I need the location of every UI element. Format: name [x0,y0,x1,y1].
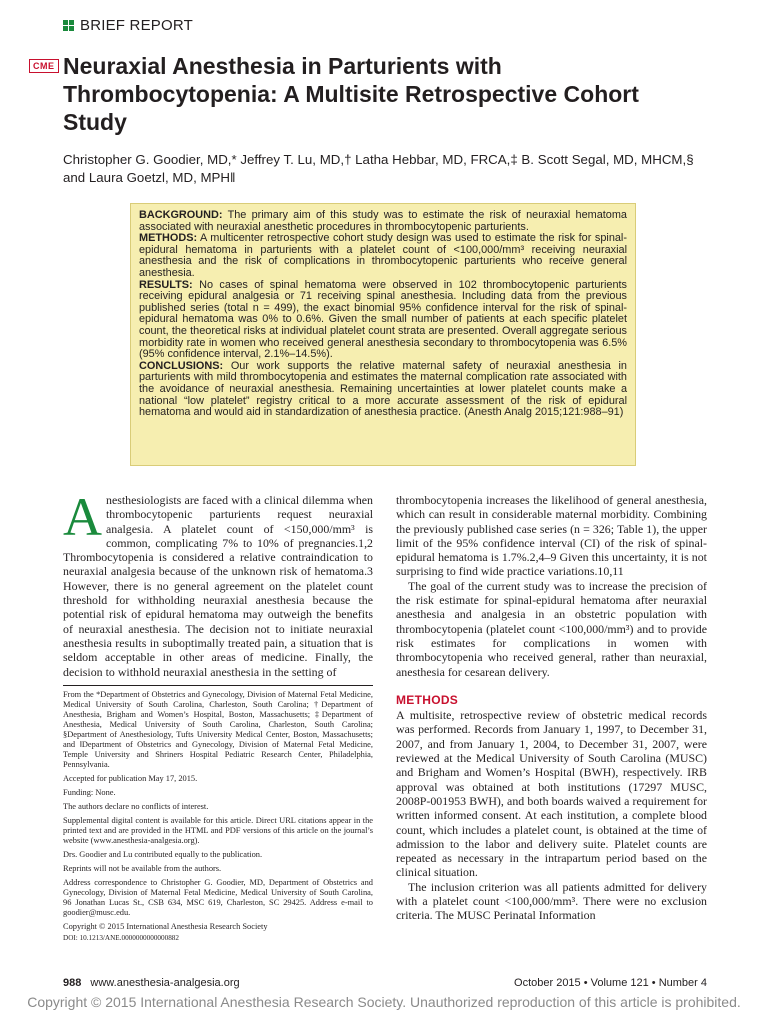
intro-paragraph-1-text: nesthesiologists are faced with a clinical dilemma when thrombocytopenic parturients request neuraxial analgesia. A platelet count of <150,000/mm³ is common, complicating 7% to 10% of pregnancies.1,2 Thrombocytopenia is considered a relative contraindication to neuraxial analgesia because of the unknown risk of hematoma.3 However, there is no general agreement on the platelet count threshold for withholding neuraxial anesthesia because the potential risk of epidural hematoma may outweigh the benefits of neuraxial anesthesia. The decision not to initiate neuraxial anesthesia results in suboptimally treated pain, a situation that is seldom acceptable in other areas of medicine. Finally, the decision to withhold neuraxial anesthesia in the setting of [63,493,373,679]
methods-heading: METHODS [396,692,459,707]
intro-paragraph-1 [63,487,373,679]
footnote-copyright: Copyright © 2015 International Anesthesia Research Society [63,922,268,931]
author-list: Christopher G. Goodier, MD,* Jeffrey T. Lu, MD,† Latha Hebbar, MD, FRCA,‡ B. Scott Segal, MD, MHCM,§ and Laura Goetzl, MD, MPH‖ [63,152,694,185]
intro-paragraph-2: The goal of the current study was to increase the precision of the risk estimate for spinal-epidural hematoma after neuraxial anesthesia and analgesia in an obstetric population with thrombocytopenia (platelet count <100,000/mm³) and to provide risk estimates for complications in women with thrombocytopenia who received general, rather than neuraxial, anesthesia for cesarean delivery. [396,578,707,679]
footnote-affiliations: From the *Department of Obstetrics and Gynecology, Division of Maternal Fetal Medicine, Medical University of South Carolina, Charleston, South Carolina; †Department of Anesthesia, Brigham and Women’s Hospital, Boston, Massachusetts; ‡Department of Anesthesia, Medical University of South Carolina, Charleston, South Carolina; §Department of Anesthesiology, Tufts University Medical Center, Boston, Massachusetts; and ‖Department of Obstetrics and Gynecology, Division of Maternal Fetal Medicine, Temple University and Shriners Hospital Pediatric Research Center, Philadelphia, Pennsylvania. [63,690,373,769]
abstract-results-label: RESULTS: [139,278,193,291]
issue-info: October 2015 • Volume 121 • Number 4 [514,977,707,989]
abstract-conclusions-text: Our work supports the relative maternal safety of neuraxial anesthesia in parturients with mild thrombocytopenia and estimates the maternal complication rate associated with the avoidance of neuraxial anesthesia. Remaining uncertainties at lower platelet counts make a national “low platelet” registry critical to a more accurate assessment of the risk of epidural hematoma and would aid in standardization of anesthesia practice. [139,359,627,419]
abstract-conclusions [139,361,627,419]
abstract-results [139,280,627,361]
footnote-correspondence: Address correspondence to Christopher G. Goodier, MD, Department of Obstetrics and Gynecology, Division of Maternal Fetal Medicine, Medical University of South Carolina, 96 Jonathan Lucas St., CSB 634, MSC 619, Charleston, SC 29425. Address e-mail to goodier@musc.edu. [63,878,373,917]
methods-paragraph-1: A multisite, retrospective review of obstetric medical records was performed. Records from January 1, 1997, to December 31, 2007, and from January 1, 2004, to December 31, 2007, were reviewed at the Medical University of South Carolina (MUSC) and Brigham and Women’s Hospital (BWH), respectively. IRB approval was obtained at both institutions (17297 MUSC, 2008P-001953 BWH), and both boards waived a requirement for written informed consent. At each institution, a complete blood count, which includes a platelet count, is obtained at the time of admission to the labor and delivery suite. Platelet counts are repeated as necessary in the intrapartum period based on the clinical situation. [396,708,707,880]
abstract-background-text: The primary aim of this study was to estimate the risk of neuraxial hematoma associated with neuraxial anesthetic procedures in thrombocytopenic parturients. [139,209,627,233]
abstract-conclusions-label: CONCLUSIONS: [139,359,224,372]
abstract-results-text: No cases of spinal hematoma were observed in 102 thrombocytopenic parturients receiving epidural analgesia or 71 receiving spinal anesthesia. Including data from the previous published series (total n = 499), the exact binomial 95% confidence interval for the risk of spinal-epidural hematoma was 0% to 0.6%. Given the small number of patients at each specific platelet count, the theoretical risks at individual platelet count strata are presented. Overall aggregate serious morbidity rate in women who received general anesthesia secondary to thrombocytopenia was 6.5% (95% confidence interval, 2.1%–14.5%). [139,278,628,361]
article-title: Neuraxial Anesthesia in Parturients with Thrombocytopenia: A Multisite Retrospective Cohort Study [63,53,639,135]
section-label-text: BRIEF REPORT [80,17,193,34]
footnote-doi: DOI: 10.1213/ANE.0000000000000882 [63,934,179,942]
abstract-box [130,203,636,466]
abstract-methods-text: A multicenter retrospective cohort study design was used to estimate the risk for spinal-epidural hematoma in parturients with a platelet count of <100,000/mm³ receiving neuraxial anesthesia and the risk of complications in thrombocytopenic parturients who receive general anesthesia. [139,232,627,279]
abstract-background-label: BACKGROUND: [139,209,223,221]
footnote-supplemental: Supplemental digital content is available for this article. Direct URL citations appear in the printed text and are provided in the HTML and PDF versions of this article on the journal’s website (www.anesthesia-analgesia.org). [63,816,373,845]
footnote-contributed: Drs. Goodier and Lu contributed equally to the publication. [63,850,263,859]
section-label [63,17,193,34]
intro-paragraph-1-continued: thrombocytopenia increases the likelihood of general anesthesia, which can result in considerable maternal morbidity. Combining the previously published case series (n = 326; Table 1), the upper limit of the 95% confidence interval (CI) of the risk of spinal-epidural hematoma is 1.7%.2,4–9 Given this uncertainty, it is not surprising to find wide practice variations.10,11 [396,493,707,579]
drop-cap: A [63,487,102,547]
footnote-divider [63,685,373,686]
cme-badge: CME [29,59,59,73]
journal-website-link[interactable]: www.anesthesia-analgesia.org [90,977,240,989]
copyright-notice: Copyright © 2015 International Anesthesia Research Society. Unauthorized reproduction of this article is prohibited. [27,994,741,1010]
footnote-accepted: Accepted for publication May 17, 2015. [63,774,198,783]
abstract-methods-label: METHODS: [139,232,198,245]
footnotes [63,690,373,947]
footnote-conflicts: The authors declare no conflicts of interest. [63,802,209,811]
methods-paragraph-2: The inclusion criterion was all patients admitted for delivery with a platelet count <100,000/mm³. There were no exclusion criteria. The MUSC Perinatal Information [396,879,707,923]
abstract-methods [139,233,627,279]
footnote-reprints: Reprints will not be available from the authors. [63,864,222,873]
section-squares-icon [63,20,74,31]
body-column-left [63,487,373,679]
page-number: 988 [63,977,82,989]
abstract-citation: (Anesth Analg 2015;121:988–91) [464,406,624,419]
footer-left [63,977,240,989]
body-column-right [396,493,707,923]
footnote-funding: Funding: None. [63,788,116,797]
abstract-background [139,210,627,233]
